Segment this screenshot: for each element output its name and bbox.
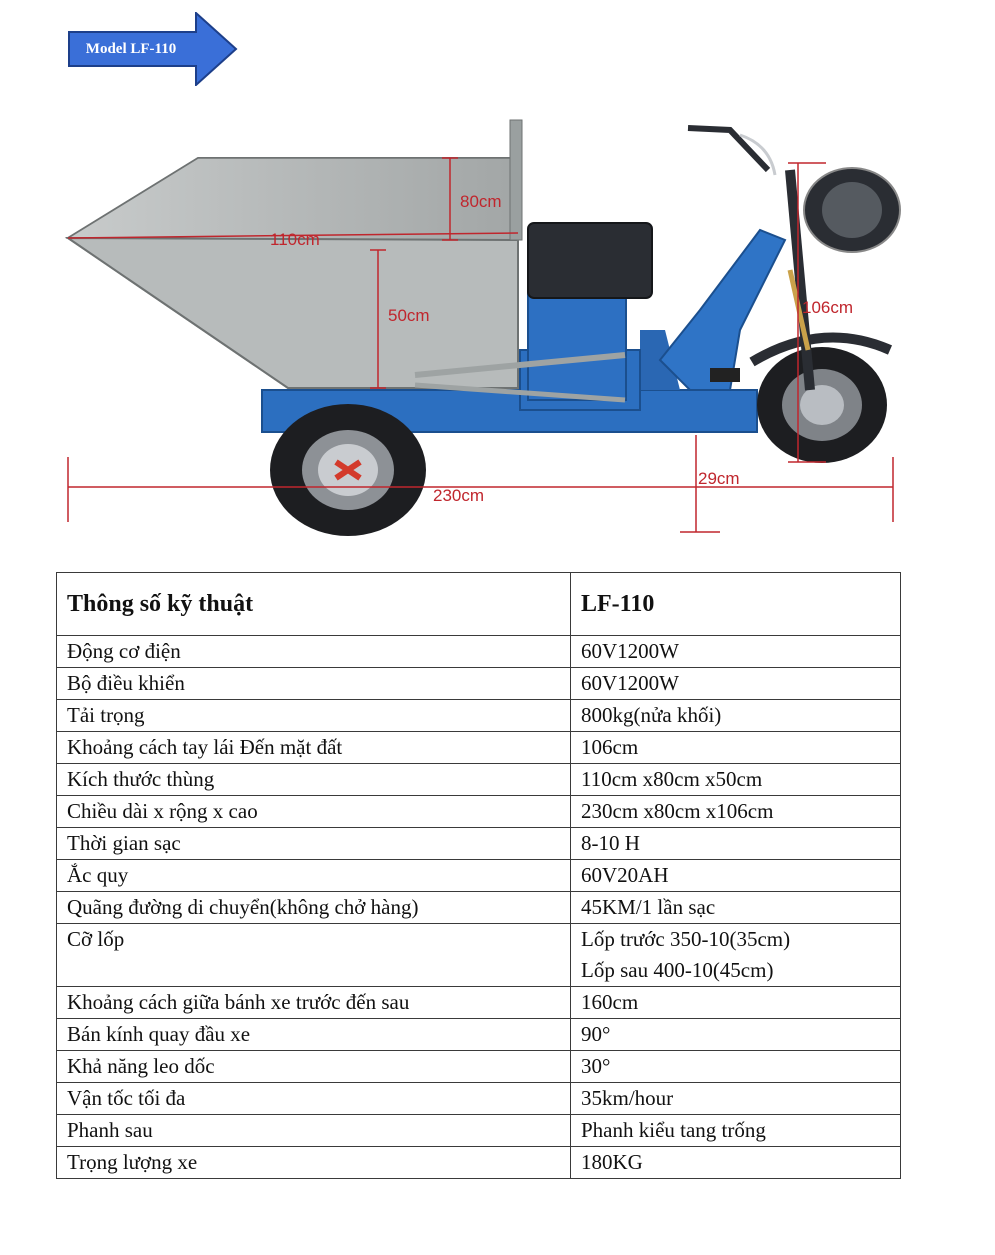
dim-bin-length-label: 110cm	[270, 230, 320, 249]
spec-value-cell	[571, 1147, 901, 1179]
spec-label-cell: Khoảng cách giữa bánh xe trước đến sau	[57, 987, 571, 1019]
spec-value-cell	[571, 860, 901, 892]
spec-value-line: 45KM/1 lần sạc	[581, 895, 716, 919]
table-row	[57, 987, 901, 1019]
table-row	[57, 764, 901, 796]
spec-label-cell: Ắc quy	[57, 860, 571, 892]
table-row	[57, 668, 901, 700]
product-photo	[40, 100, 940, 550]
dim-handlebar-height-label: 106cm	[802, 298, 854, 317]
spec-value-cell	[571, 764, 901, 796]
spec-table	[56, 572, 901, 1179]
spec-value-line: 60V1200W	[581, 639, 679, 663]
front-wheel	[752, 338, 890, 464]
spec-label-cell: Động cơ điện	[57, 636, 571, 668]
dim-ground-clearance-label: 29cm	[698, 469, 740, 488]
spec-value-line: 106cm	[581, 735, 639, 759]
spec-label-cell: Bộ điều khiển	[57, 668, 571, 700]
table-row	[57, 892, 901, 924]
spec-value-line: 800kg(nửa khối)	[581, 703, 722, 727]
table-row	[57, 796, 901, 828]
spec-table-body	[57, 636, 901, 1179]
spec-label-cell: Cỡ lốp	[57, 924, 571, 987]
spec-label-cell: Khả năng leo dốc	[57, 1051, 571, 1083]
table-row	[57, 860, 901, 892]
header-model-label: LF-110	[571, 573, 901, 636]
spec-label-cell: Tải trọng	[57, 700, 571, 732]
table-row	[57, 636, 901, 668]
table-header-row	[57, 573, 901, 636]
spec-value-line: Lốp sau 400-10(45cm)	[581, 958, 774, 982]
spec-value-line: Phanh kiểu tang trống	[581, 1118, 766, 1142]
table-row	[57, 1115, 901, 1147]
spec-value-cell	[571, 1083, 901, 1115]
spec-label-cell: Thời gian sạc	[57, 828, 571, 860]
table-row	[57, 1083, 901, 1115]
model-label: Model LF-110	[85, 41, 177, 57]
spec-value-cell	[571, 700, 901, 732]
spec-value-line: Lốp trước 350-10(35cm)	[581, 927, 791, 951]
spec-value-cell	[571, 1051, 901, 1083]
spec-value-line: 90°	[581, 1022, 611, 1046]
spec-value-line: 180KG	[581, 1150, 643, 1174]
spec-value-line: 60V1200W	[581, 671, 679, 695]
spec-value-line: 230cm x80cm x106cm	[581, 799, 774, 823]
table-row	[57, 732, 901, 764]
table-row	[57, 700, 901, 732]
spec-value-cell	[571, 924, 901, 987]
table-row	[57, 828, 901, 860]
spec-label-cell: Khoảng cách tay lái Đến mặt đất	[57, 732, 571, 764]
spec-label-cell: Vận tốc tối đa	[57, 1083, 571, 1115]
spec-value-cell	[571, 796, 901, 828]
spec-value-cell	[571, 1115, 901, 1147]
table-row	[57, 1019, 901, 1051]
rear-wheel	[270, 404, 426, 536]
spec-label-cell: Trọng lượng xe	[57, 1147, 571, 1179]
dim-bin-width-label: 80cm	[460, 192, 502, 211]
table-row	[57, 1147, 901, 1179]
spec-value-cell	[571, 636, 901, 668]
spec-value-line: 110cm x80cm x50cm	[581, 767, 763, 791]
spec-value-cell	[571, 732, 901, 764]
spec-value-line: 160cm	[581, 990, 639, 1014]
spec-value-cell	[571, 892, 901, 924]
spec-label-cell: Bán kính quay đầu xe	[57, 1019, 571, 1051]
spec-label-cell: Chiều dài x rộng x cao	[57, 796, 571, 828]
table-row	[57, 1051, 901, 1083]
spec-value-line: 60V20AH	[581, 863, 669, 887]
spec-value-cell	[571, 987, 901, 1019]
spec-value-cell	[571, 668, 901, 700]
table-row	[57, 924, 901, 987]
spec-label-cell: Kích thước thùng	[57, 764, 571, 796]
spec-value-line: 35km/hour	[581, 1086, 674, 1110]
spec-label-cell: Phanh sau	[57, 1115, 571, 1147]
spec-value-cell	[571, 828, 901, 860]
dim-bin-height-label: 50cm	[388, 306, 430, 325]
spec-label-cell: Quãng đường di chuyển(không chở hàng)	[57, 892, 571, 924]
header-spec-label: Thông số kỹ thuật	[57, 573, 571, 636]
dim-overall-length-label: 230cm	[433, 486, 485, 505]
cargo-tricycle-illustration	[40, 100, 940, 550]
spec-value-line: 8-10 H	[581, 831, 640, 855]
spec-value-cell	[571, 1019, 901, 1051]
spec-value-line: 30°	[581, 1054, 611, 1078]
